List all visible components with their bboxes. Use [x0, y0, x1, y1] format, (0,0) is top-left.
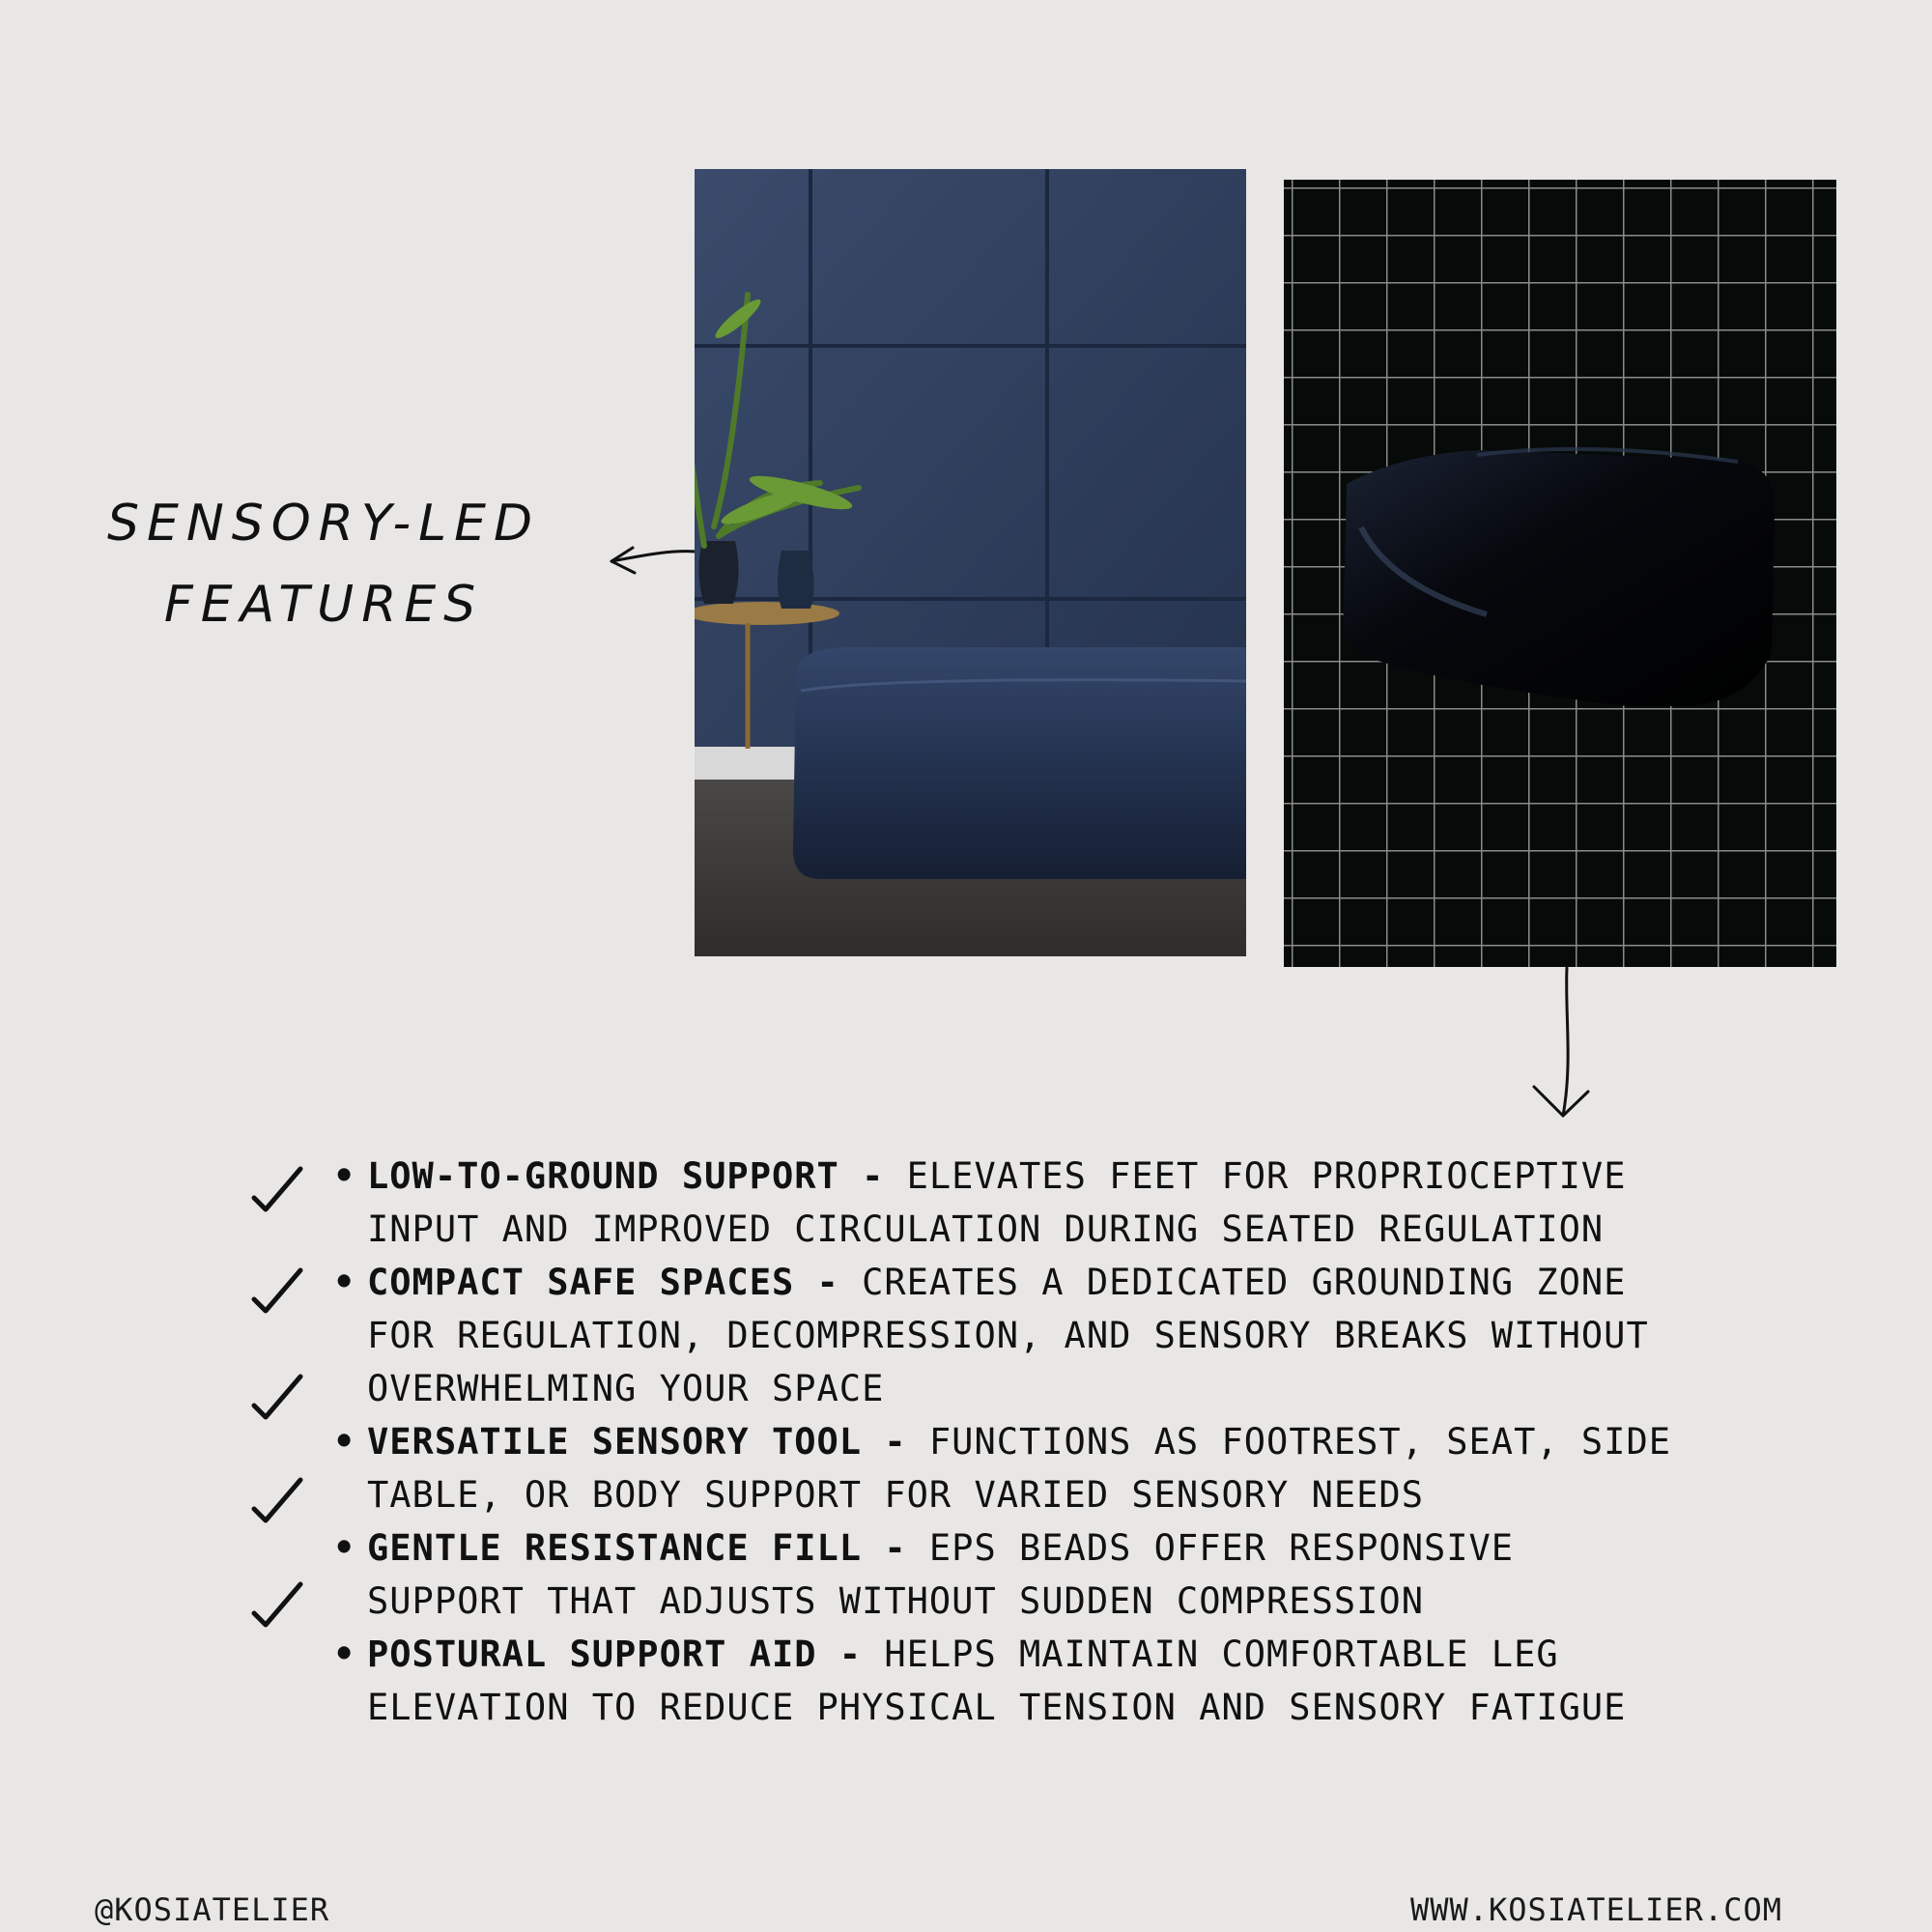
list-item [333, 1521, 1681, 1628]
list-item [333, 1150, 1681, 1256]
feature-list [333, 1150, 1681, 1734]
feature-term: COMPACT SAFE SPACES - [367, 1262, 839, 1303]
feature-term: GENTLE RESISTANCE FILL - [367, 1527, 907, 1569]
social-handle[interactable]: @KOSIATELIER [95, 1891, 330, 1928]
checkmark-icon [254, 1377, 300, 1417]
checkmark-icon [254, 1270, 300, 1311]
arrow-left-icon [604, 536, 700, 584]
feature-term: POSTURAL SUPPORT AID - [367, 1634, 863, 1675]
heading-line-2: FEATURES [163, 576, 484, 634]
website-link[interactable]: WWW.KOSIATELIER.COM [1409, 1891, 1782, 1928]
list-item [333, 1256, 1681, 1415]
section-heading [92, 483, 555, 645]
ottoman-on-grid-photo [1284, 180, 1836, 967]
feature-term: VERSATILE SENSORY TOOL - [367, 1421, 907, 1463]
feature-description: HELPS MAINTAIN COMFORTABLE LEG ELEVATION TO REDUCE PHYSICAL TENSION AND SENSORY FATIGUE [367, 1634, 1627, 1728]
list-item [333, 1628, 1681, 1734]
list-item [333, 1415, 1681, 1521]
feature-description: FUNCTIONS AS FOOTREST, SEAT, SIDE TABLE, OR BODY SUPPORT FOR VARIED SENSORY NEEDS [367, 1421, 1672, 1516]
checkmark-column [246, 1150, 314, 1671]
checkmark-icon [254, 1480, 300, 1520]
feature-term: LOW-TO-GROUND SUPPORT - [367, 1155, 885, 1197]
checkmark-icon [254, 1584, 300, 1625]
heading-line-1: SENSORY-LED [106, 495, 541, 553]
checkmark-icon [254, 1169, 300, 1209]
feature-description: EPS BEADS OFFER RESPONSIVE SUPPORT THAT ADJUSTS WITHOUT SUDDEN COMPRESSION [367, 1527, 1515, 1622]
feature-description: CREATES A DEDICATED GROUNDING ZONE FOR REGULATION, DECOMPRESSION, AND SENSORY BREAKS WITHOUT OVERWHELMING YOUR SPACE [367, 1262, 1649, 1409]
feature-description: ELEVATES FEET FOR PROPRIOCEPTIVE INPUT AND IMPROVED CIRCULATION DURING SEATED REGULATION [367, 1155, 1627, 1250]
arrow-down-icon [1526, 966, 1604, 1125]
velvet-ottoman-room-photo [695, 169, 1246, 956]
